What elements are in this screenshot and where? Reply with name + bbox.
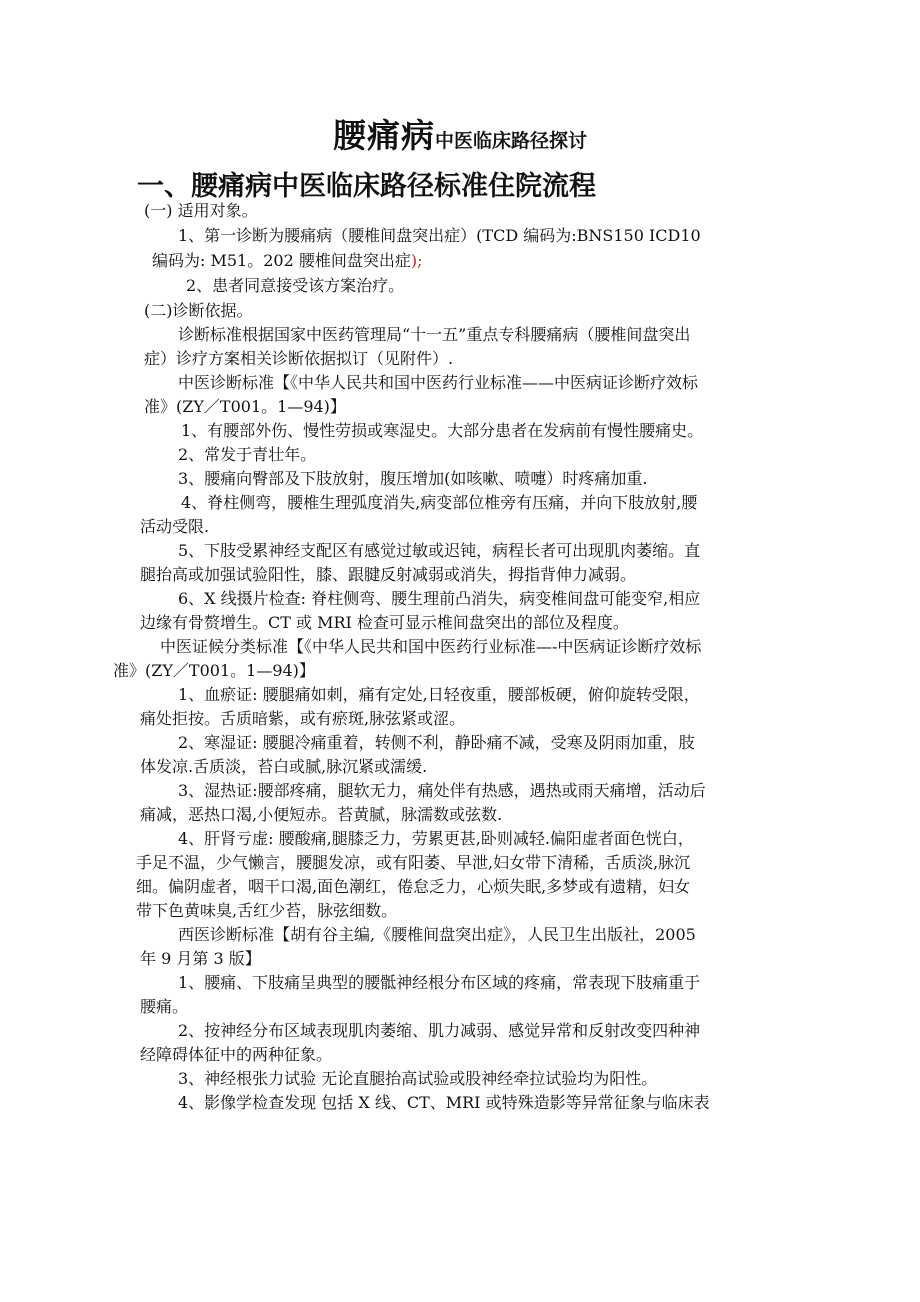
text-line: 3、湿热证:腰部疼痛，腿软无力，痛处伴有热感，遇热或雨天痛增，活动后 xyxy=(178,781,706,800)
text-line: 手足不温，少气懒言，腰腿发凉，或有阳萎、早泄,妇女带下清稀，舌质淡,脉沉 xyxy=(136,853,691,872)
text-line: 痛处拒按。舌质暗紫，或有瘀斑,脉弦紧或涩。 xyxy=(140,709,466,728)
text-line: 年 9 月第 3 版】 xyxy=(140,949,261,968)
title-main: 腰痛病 xyxy=(332,116,435,155)
text-line: 边缘有骨赘增生。CT 或 MRI 检查可显示椎间盘突出的部位及程度。 xyxy=(140,613,629,632)
text-line: 腰痛。 xyxy=(140,997,189,1016)
text-line-part: 编码为: M51。202 腰椎间盘突出症 xyxy=(152,251,411,270)
text-line: 2、按神经分布区域表现肌肉萎缩、肌力减弱、感觉异常和反射改变四种神 xyxy=(178,1021,701,1040)
text-line: (二)诊断依据。 xyxy=(144,301,253,320)
text-line: 活动受限. xyxy=(140,517,210,536)
text-line: 1、有腰部外伤、慢性劳损或寒湿史。大部分患者在发病前有慢性腰痛史。 xyxy=(181,421,704,440)
text-line: 中医诊断标准【《中华人民共和国中医药行业标准——中医病证诊断疗效标 xyxy=(178,373,699,392)
document-title xyxy=(0,110,920,157)
text-line: 1、腰痛、下肢痛呈典型的腰骶神经根分布区域的疼痛，常表现下肢痛重于 xyxy=(178,973,701,992)
text-line: 细。偏阴虚者，咽干口渴,面色潮红，倦怠乏力，心烦失眠,多梦或有遗精，妇女 xyxy=(136,877,691,896)
red-bracket: ); xyxy=(410,251,423,270)
text-line: 1、第一诊断为腰痛病（腰椎间盘突出症）(TCD 编码为:BNS150 ICD10 xyxy=(178,226,701,245)
text-line: 体发凉.舌质淡，苔白或腻,脉沉紧或濡缓. xyxy=(140,757,428,776)
text-line: 痛减，恶热口渴,小便短赤。苔黄腻，脉濡数或弦数. xyxy=(140,805,503,824)
text-line: 腿抬高或加强试验阳性，膝、跟腱反射减弱或消失，拇指背伸力减弱。 xyxy=(140,565,637,584)
text-line: 4、影像学检查发现 包括 X 线、CT、MRI 或特殊造影等异常征象与临床表 xyxy=(178,1093,710,1112)
section-heading-1: 一、腰痛病中医临床路径标准住院流程 xyxy=(137,171,596,202)
text-line: 3、神经根张力试验 无论直腿抬高试验或股神经牵拉试验均为阳性。 xyxy=(178,1069,658,1088)
text-line: 2、常发于青壮年。 xyxy=(178,445,317,464)
text-line: 4、肝肾亏虚: 腰酸痛,腿膝乏力，劳累更甚,卧则减轻.偏阳虚者面色恍白， xyxy=(178,829,694,848)
text-line: 中医证候分类标准【《中华人民共和国中医药行业标准—-中医病证诊断疗效标 xyxy=(160,637,702,656)
text-line: 2、寒湿证: 腰腿冷痛重着，转侧不利，静卧痛不减，受寒及阴雨加重，肢 xyxy=(178,733,695,752)
text-line: 3、腰痛向臀部及下肢放射，腹压增加(如咳嗽、喷嚏）时疼痛加重. xyxy=(178,469,648,488)
text-line: 西医诊断标准【胡有谷主编,《腰椎间盘突出症》，人民卫生出版社，2005 xyxy=(178,925,696,944)
text-line: 准》(ZY／T001。1—94)】 xyxy=(144,397,346,416)
text-line: 5、下肢受累神经支配区有感觉过敏或迟钝，病程长者可出现肌肉萎缩。直 xyxy=(178,541,701,560)
text-line: 经障碍体征中的两种征象。 xyxy=(140,1045,333,1064)
text-line: 症）诊疗方案相关诊断依据拟订（见附件）. xyxy=(144,349,454,368)
text-line: 带下色黄味臭,舌红少苔，脉弦细数。 xyxy=(136,901,398,920)
text-line: 诊断标准根据国家中医药管理局“十一五”重点专科腰痛病（腰椎间盘突出 xyxy=(178,325,691,344)
text-line: 1、血瘀证: 腰腿痛如刺，痛有定处,日轻夜重，腰部板硬，俯仰旋转受限， xyxy=(178,685,700,704)
text-line: (一) 适用对象。 xyxy=(144,201,258,220)
text-line: 4、脊柱侧弯，腰椎生理弧度消失,病变部位椎旁有压痛，并向下肢放射,腰 xyxy=(181,493,698,512)
text-line: 2、患者同意接受该方案治疗。 xyxy=(186,276,405,295)
text-line: 6、X 线摄片检查: 脊柱侧弯、腰生理前凸消失，病变椎间盘可能变窄,相应 xyxy=(178,589,701,608)
title-sub: 中医临床路径探讨 xyxy=(434,130,587,152)
text-line: 准》(ZY／T001。1—94)】 xyxy=(113,661,315,680)
text-line xyxy=(152,250,423,272)
